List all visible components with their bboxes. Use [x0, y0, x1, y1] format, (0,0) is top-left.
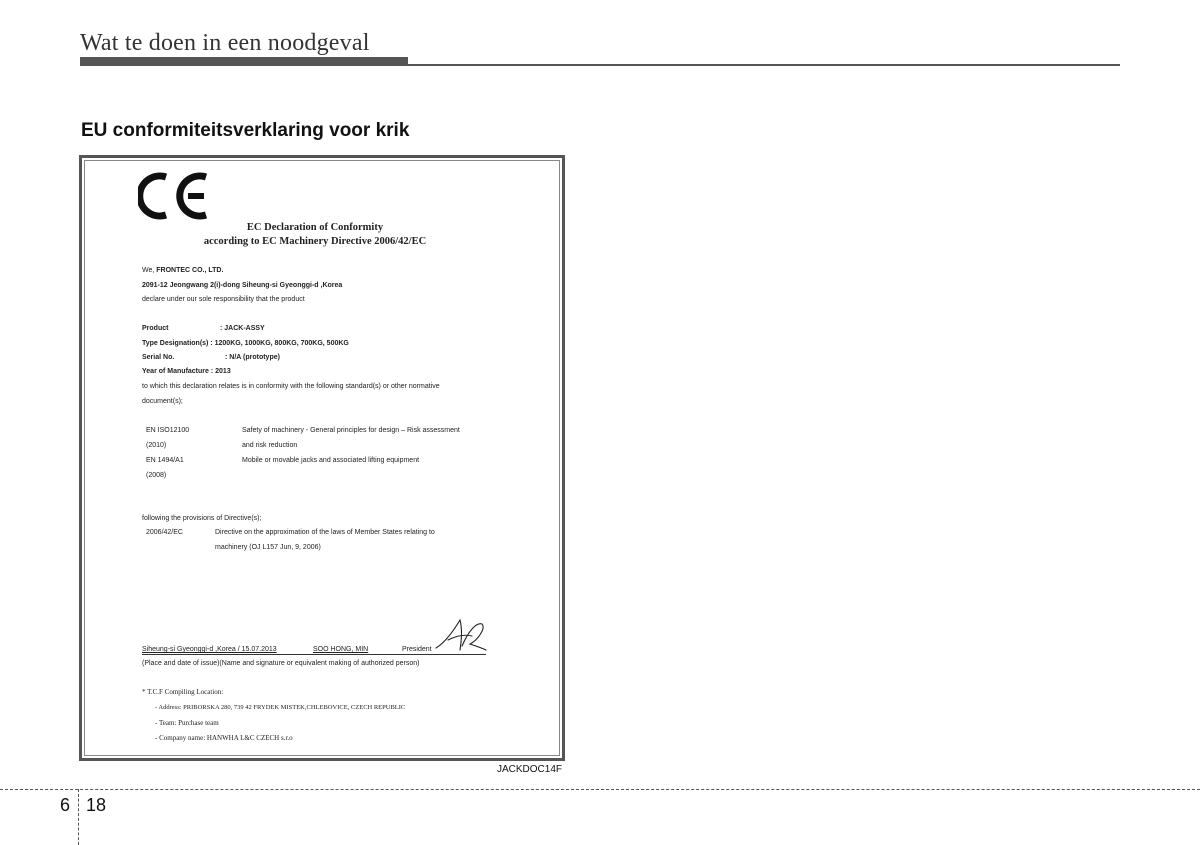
- signature-caption: (Place and date of issue)(Name and signature or equivalent making of authorized person): [142, 660, 420, 667]
- standard-code: EN ISO12100: [146, 427, 190, 434]
- declaration-title-line1: EC Declaration of Conformity: [246, 222, 384, 233]
- conformity-statement-line2: document(s);: [142, 398, 183, 405]
- conformity-statement-line1: to which this declaration relates is in conformity with the following standard(s) or other normative: [142, 383, 440, 390]
- standard-description-cont: and risk reduction: [242, 442, 298, 449]
- header-rule-thin: [408, 64, 1120, 66]
- manufacturer-address: 2091-12 Jeongwang 2(i)-dong Siheung-si Gyeonggi-d ,Korea: [142, 282, 343, 289]
- declaration-title: [140, 221, 490, 249]
- directive-description: Directive on the approximation of the laws of Member States relating to: [215, 529, 435, 536]
- type-designation: Type Designation(s) : 1200KG, 1000KG, 800KG, 700KG, 500KG: [142, 340, 349, 347]
- provisions-statement: following the provisions of Directive(s);: [142, 515, 262, 522]
- handwritten-signature: [432, 616, 488, 656]
- page-header-title: Wat te doen in een noodgeval: [80, 30, 370, 56]
- directive-description-cont: machinery (OJ L157 Jun, 9, 2006): [215, 544, 321, 551]
- signatory-name: SOO HONG, MIN: [313, 646, 369, 653]
- declaration-title-line2: according to EC Machinery Directive 2006/42/EC: [203, 236, 427, 247]
- section-title: EU conformiteitsverklaring voor krik: [81, 120, 410, 141]
- tcf-team: - Team: Purchase team: [155, 719, 219, 727]
- ce-mark-logo: [138, 170, 210, 222]
- footer-dashed-rule: [0, 789, 1200, 790]
- serial-label: Serial No.: [142, 354, 175, 361]
- tcf-company: - Company name: HANWHA L&C CZECH s.r.o: [155, 734, 293, 742]
- standard-description: Safety of machinery - General principles for design – Risk assessment: [242, 427, 460, 434]
- standard-year: (2010): [146, 442, 167, 449]
- document-code: JACKDOC14F: [496, 764, 562, 775]
- product-label: Product: [142, 325, 169, 332]
- chapter-number: 6: [60, 795, 71, 815]
- manufacturer-name: FRONTEC CO., LTD.: [156, 267, 224, 274]
- sign-place-date: Siheung-si Gyeonggi-d ,Korea / 15.07.2013: [142, 646, 277, 653]
- serial-value: : N/A (prototype): [225, 354, 280, 361]
- signature-rule: [142, 654, 486, 655]
- we-prefix: We,: [142, 267, 157, 274]
- standard-year: (2008): [146, 472, 167, 479]
- product-value: : JACK-ASSY: [220, 325, 265, 332]
- tcf-title: * T.C.F Compiling Location:: [142, 688, 224, 696]
- footer-dashed-divider: [78, 789, 79, 845]
- standard-description: Mobile or movable jacks and associated lifting equipment: [242, 457, 420, 464]
- signatory-title: President: [402, 646, 432, 653]
- manufacturer-line: [142, 267, 223, 274]
- directive-code: 2006/42/EC: [146, 529, 183, 536]
- page-number: 18: [86, 795, 107, 815]
- tcf-address: - Address: PRIBORSKA 280, 739 42 FRYDEK MISTEK,CHLEBOVICE, CZECH REPUBLIC: [155, 704, 406, 711]
- header-rule-thick: [80, 57, 408, 66]
- year-of-manufacture: Year of Manufacture : 2013: [142, 368, 231, 375]
- standard-code: EN 1494/A1: [146, 457, 184, 464]
- declare-statement: declare under our sole responsibility that the product: [142, 296, 305, 303]
